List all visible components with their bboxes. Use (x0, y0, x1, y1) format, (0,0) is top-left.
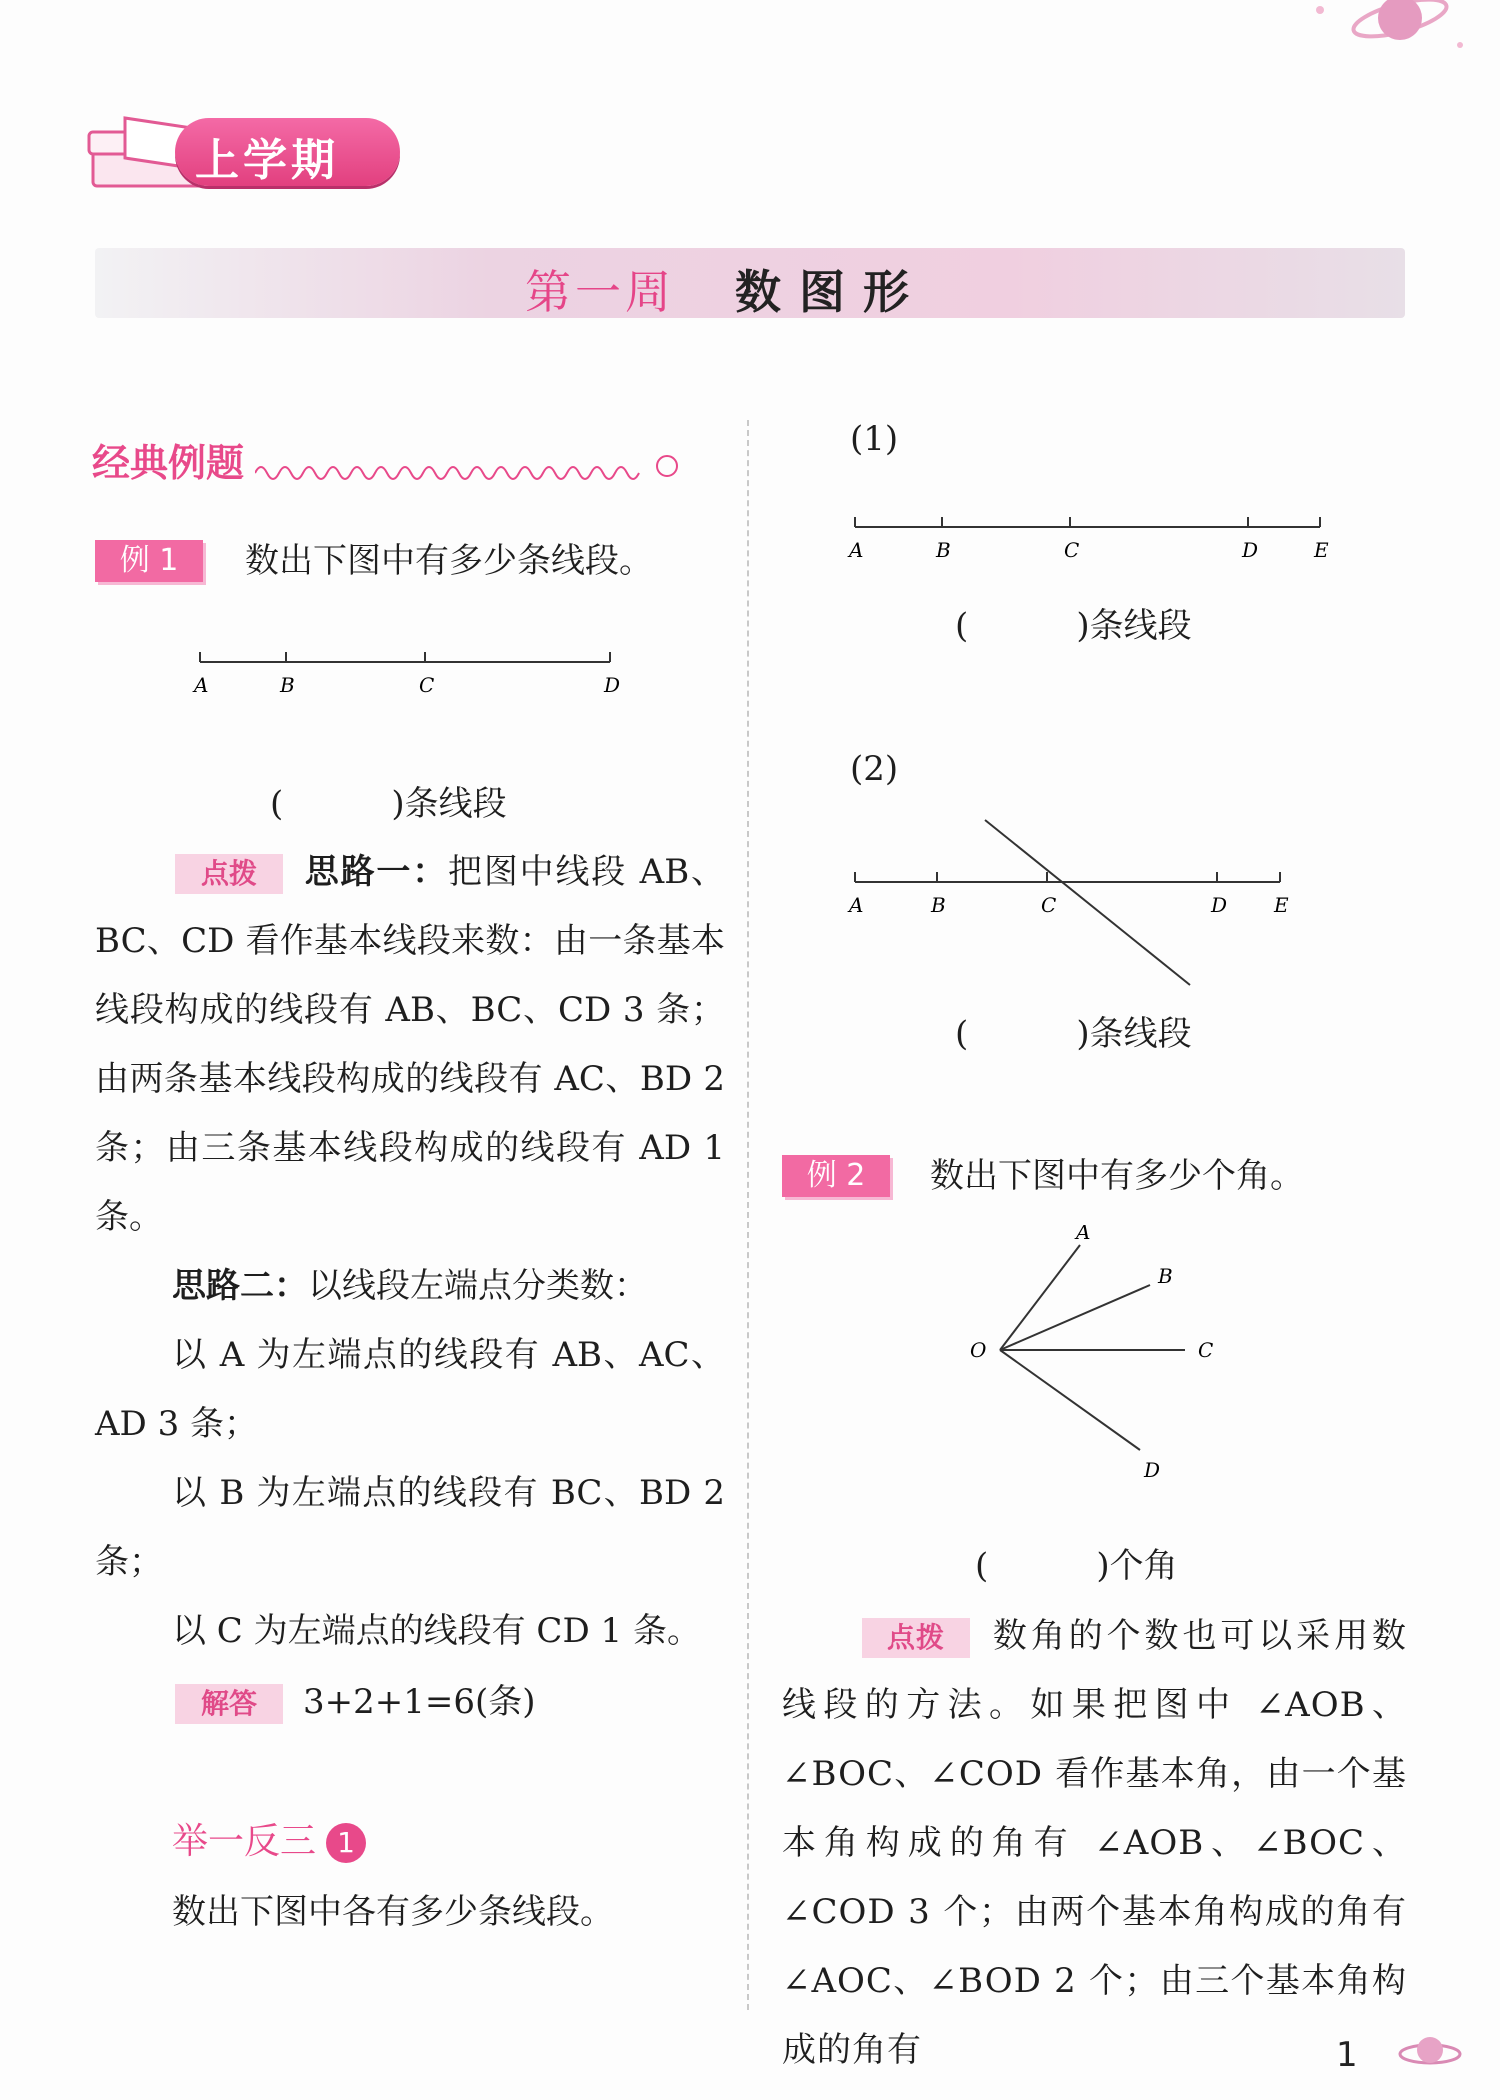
example1-answer-blank: ( )条线段 (270, 784, 507, 824)
point-a-label: A (194, 673, 209, 697)
page-number: 1 (1336, 2035, 1358, 2075)
svg-text:E: E (1314, 538, 1329, 562)
hint2-block (782, 1602, 1407, 2085)
example2-angle-figure (960, 1225, 1220, 1495)
week-title-bar (95, 248, 1405, 318)
sub2-segment-figure (845, 810, 1335, 1000)
svg-text:C: C (1041, 893, 1057, 917)
semester-label: 上学期 (195, 135, 339, 186)
solution1-tag: 解答 (175, 1684, 283, 1724)
solution1-text: 3+2+1=6(条) (303, 1682, 536, 1722)
hint1-idea2-text: 以线段左端点分类数： (308, 1266, 648, 1306)
semester-pill (175, 118, 400, 186)
example1-segment-figure (190, 640, 630, 700)
practice1-title: 举一反三 (172, 1821, 317, 1862)
point-c-label: C (419, 673, 435, 697)
svg-text:A: A (849, 893, 864, 917)
topic-title: 数图形 (735, 265, 927, 319)
svg-text:C: C (1198, 1338, 1214, 1362)
svg-text:B: B (931, 893, 946, 917)
solution1-block (175, 1668, 536, 1736)
hint1-idea1-text: 把图中线段 AB、BC、CD 看作基本线段来数：由一条基本线段构成的线段有 AB、BC、CD 3 条；由两条基本线段构成的线段有 AC、BD 2 条；由三条基本线段构成的线段有 AD 1 条。 (95, 852, 726, 1237)
squiggle-decoration-icon (255, 448, 695, 488)
point-b-label: B (280, 673, 295, 697)
hint1-tag: 点拨 (175, 854, 283, 894)
svg-text:D: D (1242, 538, 1259, 562)
semester-badge (85, 110, 405, 195)
footer-planet-icon (1395, 2030, 1465, 2075)
column-divider (747, 420, 749, 2010)
point-d-label: D (604, 673, 621, 697)
svg-text:E: E (1274, 893, 1289, 917)
sub2-label: (2) (850, 749, 899, 789)
practice1-title-block (172, 1813, 366, 1864)
svg-text:B: B (936, 538, 951, 562)
practice1-question: 数出下图中各有多少条线段。 (172, 1892, 614, 1932)
hint1-idea1-label: 思路一： (303, 852, 449, 892)
example1-badge: 例 1 (95, 540, 203, 582)
example1-question: 数出下图中有多少条线段。 (245, 541, 653, 581)
hint2-tag: 点拨 (862, 1618, 970, 1658)
hint1-block (95, 838, 725, 1252)
svg-text:O: O (970, 1338, 987, 1362)
sub1-answer-blank: ( )条线段 (955, 606, 1192, 646)
svg-text:C: C (1064, 538, 1080, 562)
example2-answer-blank: ( )个角 (975, 1546, 1178, 1586)
sub1-label: (1) (850, 419, 899, 459)
hint1-line-1: 以 A 为左端点的线段有 AB、AC、AD 3 条； (95, 1335, 725, 1444)
svg-text:A: A (849, 538, 864, 562)
hint1-idea2 (172, 1252, 732, 1321)
svg-text:B: B (1158, 1264, 1173, 1288)
example2-question: 数出下图中有多少个角。 (930, 1156, 1304, 1196)
sub2-answer-blank: ( )条线段 (955, 1014, 1192, 1054)
practice1-number: 1 (326, 1823, 366, 1863)
week-label: 第一周 (525, 265, 675, 319)
hint1-idea2-label: 思路二： (172, 1266, 308, 1306)
example2-badge: 例 2 (782, 1155, 890, 1197)
hint1-line-2: 以 B 为左端点的线段有 BC、BD 2 条； (95, 1473, 725, 1582)
svg-text:D: D (1211, 893, 1228, 917)
svg-text:D: D (1144, 1458, 1161, 1482)
section-title: 经典例题 (92, 441, 245, 485)
sub1-segment-figure (845, 505, 1335, 565)
planet-decoration-icon (1290, 0, 1490, 70)
hint1-line-3: 以 C 为左端点的线段有 CD 1 条。 (172, 1611, 701, 1651)
svg-text:A: A (1076, 1225, 1091, 1244)
hint2-text: 数角的个数也可以采用数线段的方法。如果把图中 ∠AOB、∠BOC、∠COD 看作基本角，由一个基本角构成的角有 ∠AOB、∠BOC、∠COD 3 个；由两个基本角构成的角有 ∠AOC、∠BOD 2 个；由三个基本角构成的角有 (782, 1616, 1407, 2070)
